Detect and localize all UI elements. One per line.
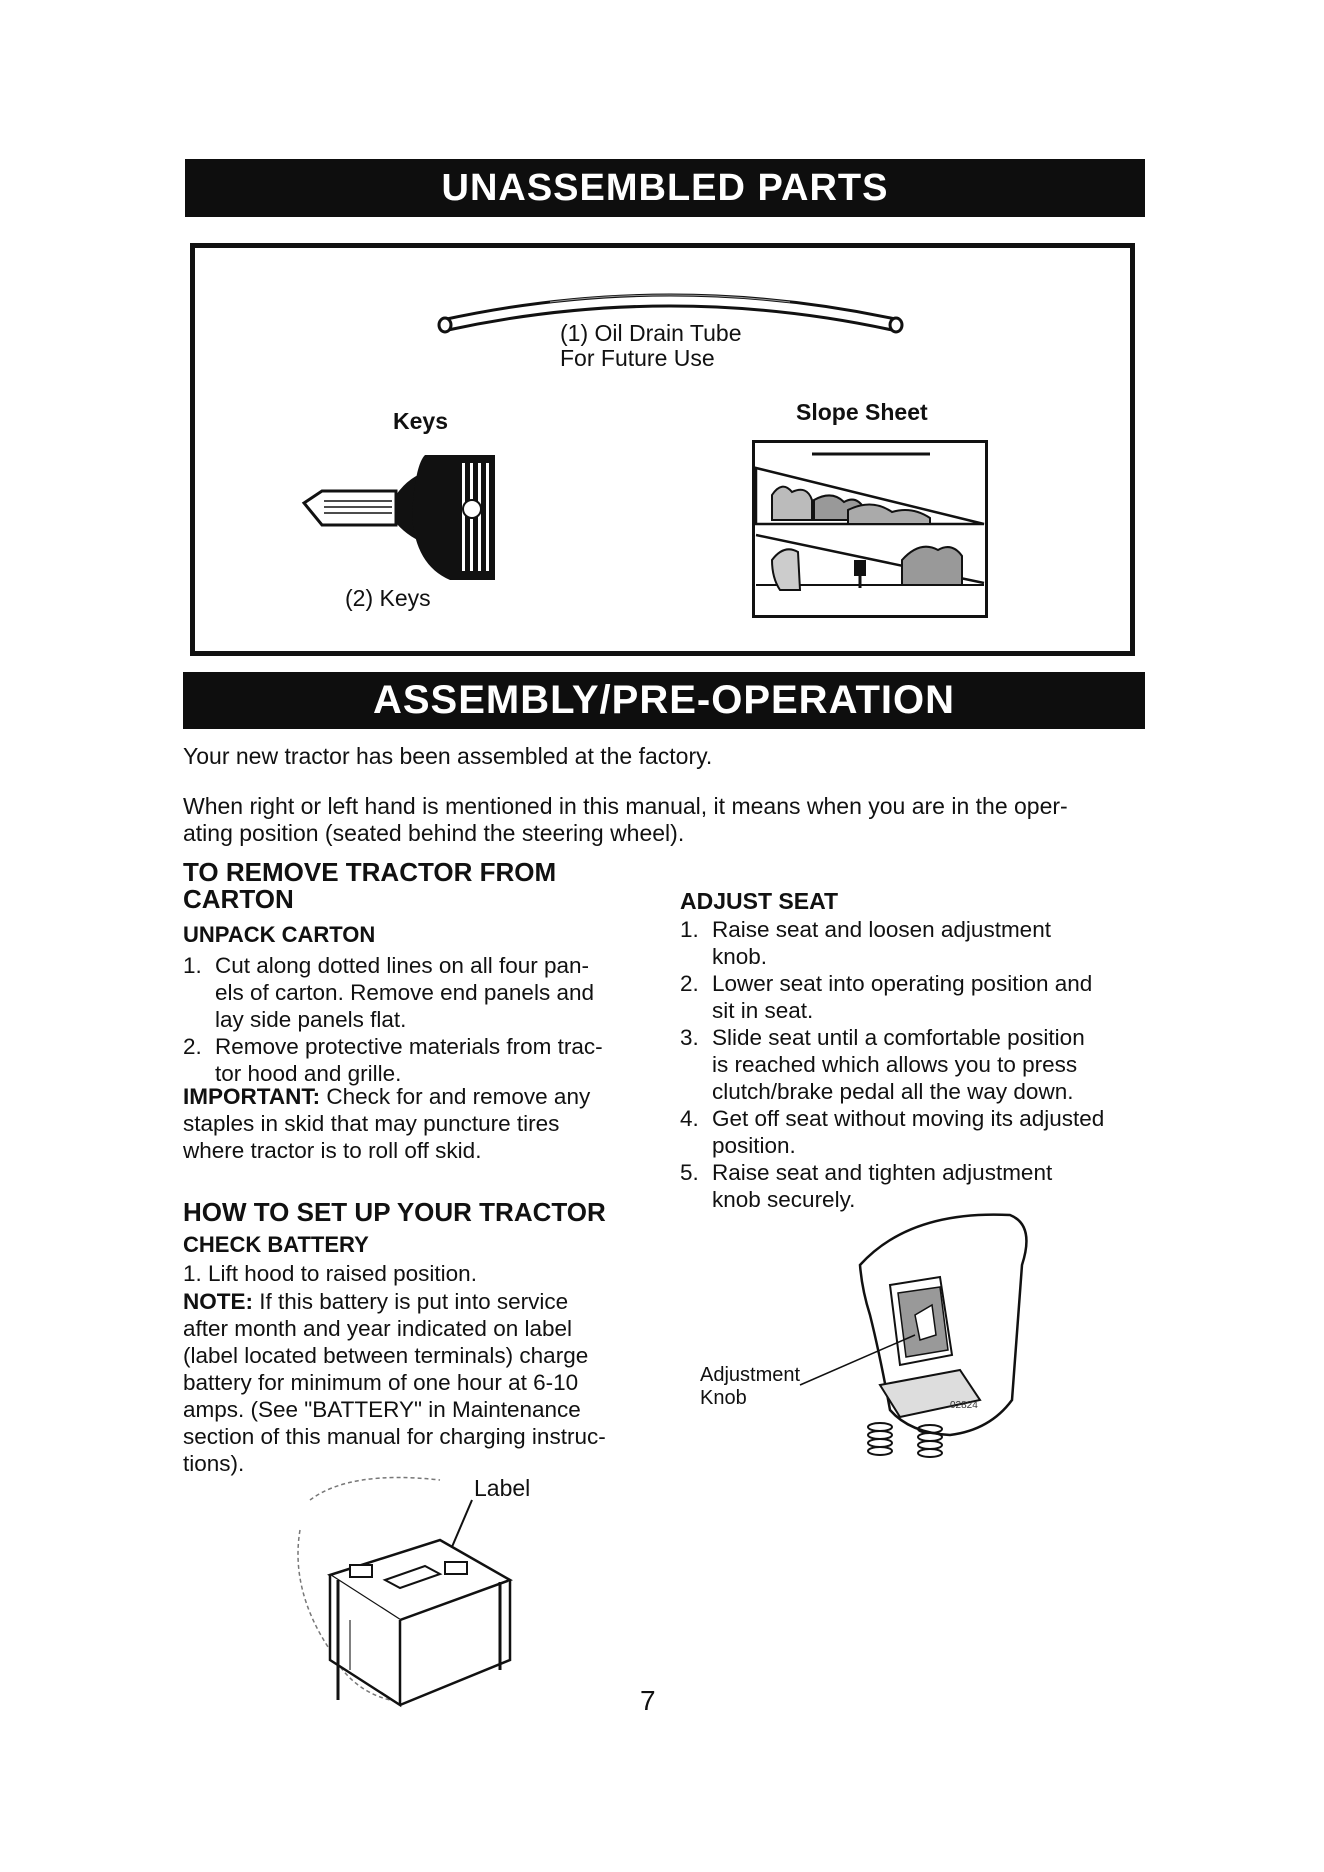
intro-orientation-line2: ating position (seated behind the steering wheel).: [183, 820, 685, 846]
unpack-carton-steps: [183, 952, 663, 1087]
page-number: 7: [640, 1685, 656, 1716]
figure-code: 02824: [950, 1400, 978, 1411]
slope-sheet-illustration: [752, 440, 988, 618]
list-item: 2. Remove protective materials from trac- tor hood and grille.: [183, 1034, 603, 1086]
seat-illustration: [840, 1205, 1040, 1460]
adjust-seat-steps: [680, 916, 1160, 1213]
setup-tractor-heading: HOW TO SET UP YOUR TRACTOR: [183, 1197, 606, 1227]
remove-tractor-heading-line1: TO REMOVE TRACTOR FROM: [183, 857, 557, 887]
assembly-preoperation-banner: ASSEMBLY/PRE-OPERATION: [183, 672, 1145, 729]
oil-drain-tube-note: For Future Use: [560, 345, 715, 371]
important-note: IMPORTANT: Check for and remove any staples in skid that may puncture tires where tractor is to roll off skid.: [183, 1084, 591, 1163]
battery-note: NOTE: If this battery is put into service after month and year indicated on label (label located between terminals) charge battery for minimum of one hour at 6-10 amps. (See "BATTERY" in Maintenance section of this manual for charging instruc- tions).: [183, 1289, 606, 1476]
adjustment-knob-label: Adjustment Knob: [700, 1364, 801, 1409]
list-item: 1. Cut along dotted lines on all four pan- els of carton. Remove end panels and lay side panels flat.: [183, 953, 594, 1032]
intro-orientation-line1: When right or left hand is mentioned in this manual, it means when you are in the oper-: [183, 793, 1068, 819]
list-item: 4. Get off seat without moving its adjusted position.: [680, 1106, 1105, 1158]
battery-step-1: 1. Lift hood to raised position.: [183, 1261, 477, 1286]
battery-label-callout: Label: [474, 1475, 531, 1501]
key-icon: [300, 455, 505, 585]
list-item: 3. Slide seat until a comfortable position is reached which allows you to press clutch/brake pedal all the way down.: [680, 1025, 1085, 1104]
remove-tractor-heading-line2: CARTON: [183, 884, 294, 914]
intro-factory-text: Your new tractor has been assembled at the factory.: [183, 743, 713, 769]
battery-illustration: [290, 1470, 540, 1710]
keys-heading: Keys: [393, 408, 448, 434]
slope-sheet-heading: Slope Sheet: [796, 399, 928, 425]
oil-drain-tube-label: (1) Oil Drain Tube: [560, 320, 742, 346]
keys-label: (2) Keys: [345, 585, 431, 611]
list-item: 2. Lower seat into operating position and sit in seat.: [680, 971, 1093, 1023]
unpack-carton-subheading: UNPACK CARTON: [183, 922, 376, 947]
check-battery-subheading: CHECK BATTERY: [183, 1232, 369, 1257]
list-item: 1. Raise seat and loosen adjustment knob.: [680, 917, 1051, 969]
unassembled-parts-banner: UNASSEMBLED PARTS: [185, 159, 1145, 217]
adjust-seat-heading: ADJUST SEAT: [680, 888, 839, 914]
list-item: 5. Raise seat and tighten adjustment knob securely.: [680, 1160, 1053, 1212]
